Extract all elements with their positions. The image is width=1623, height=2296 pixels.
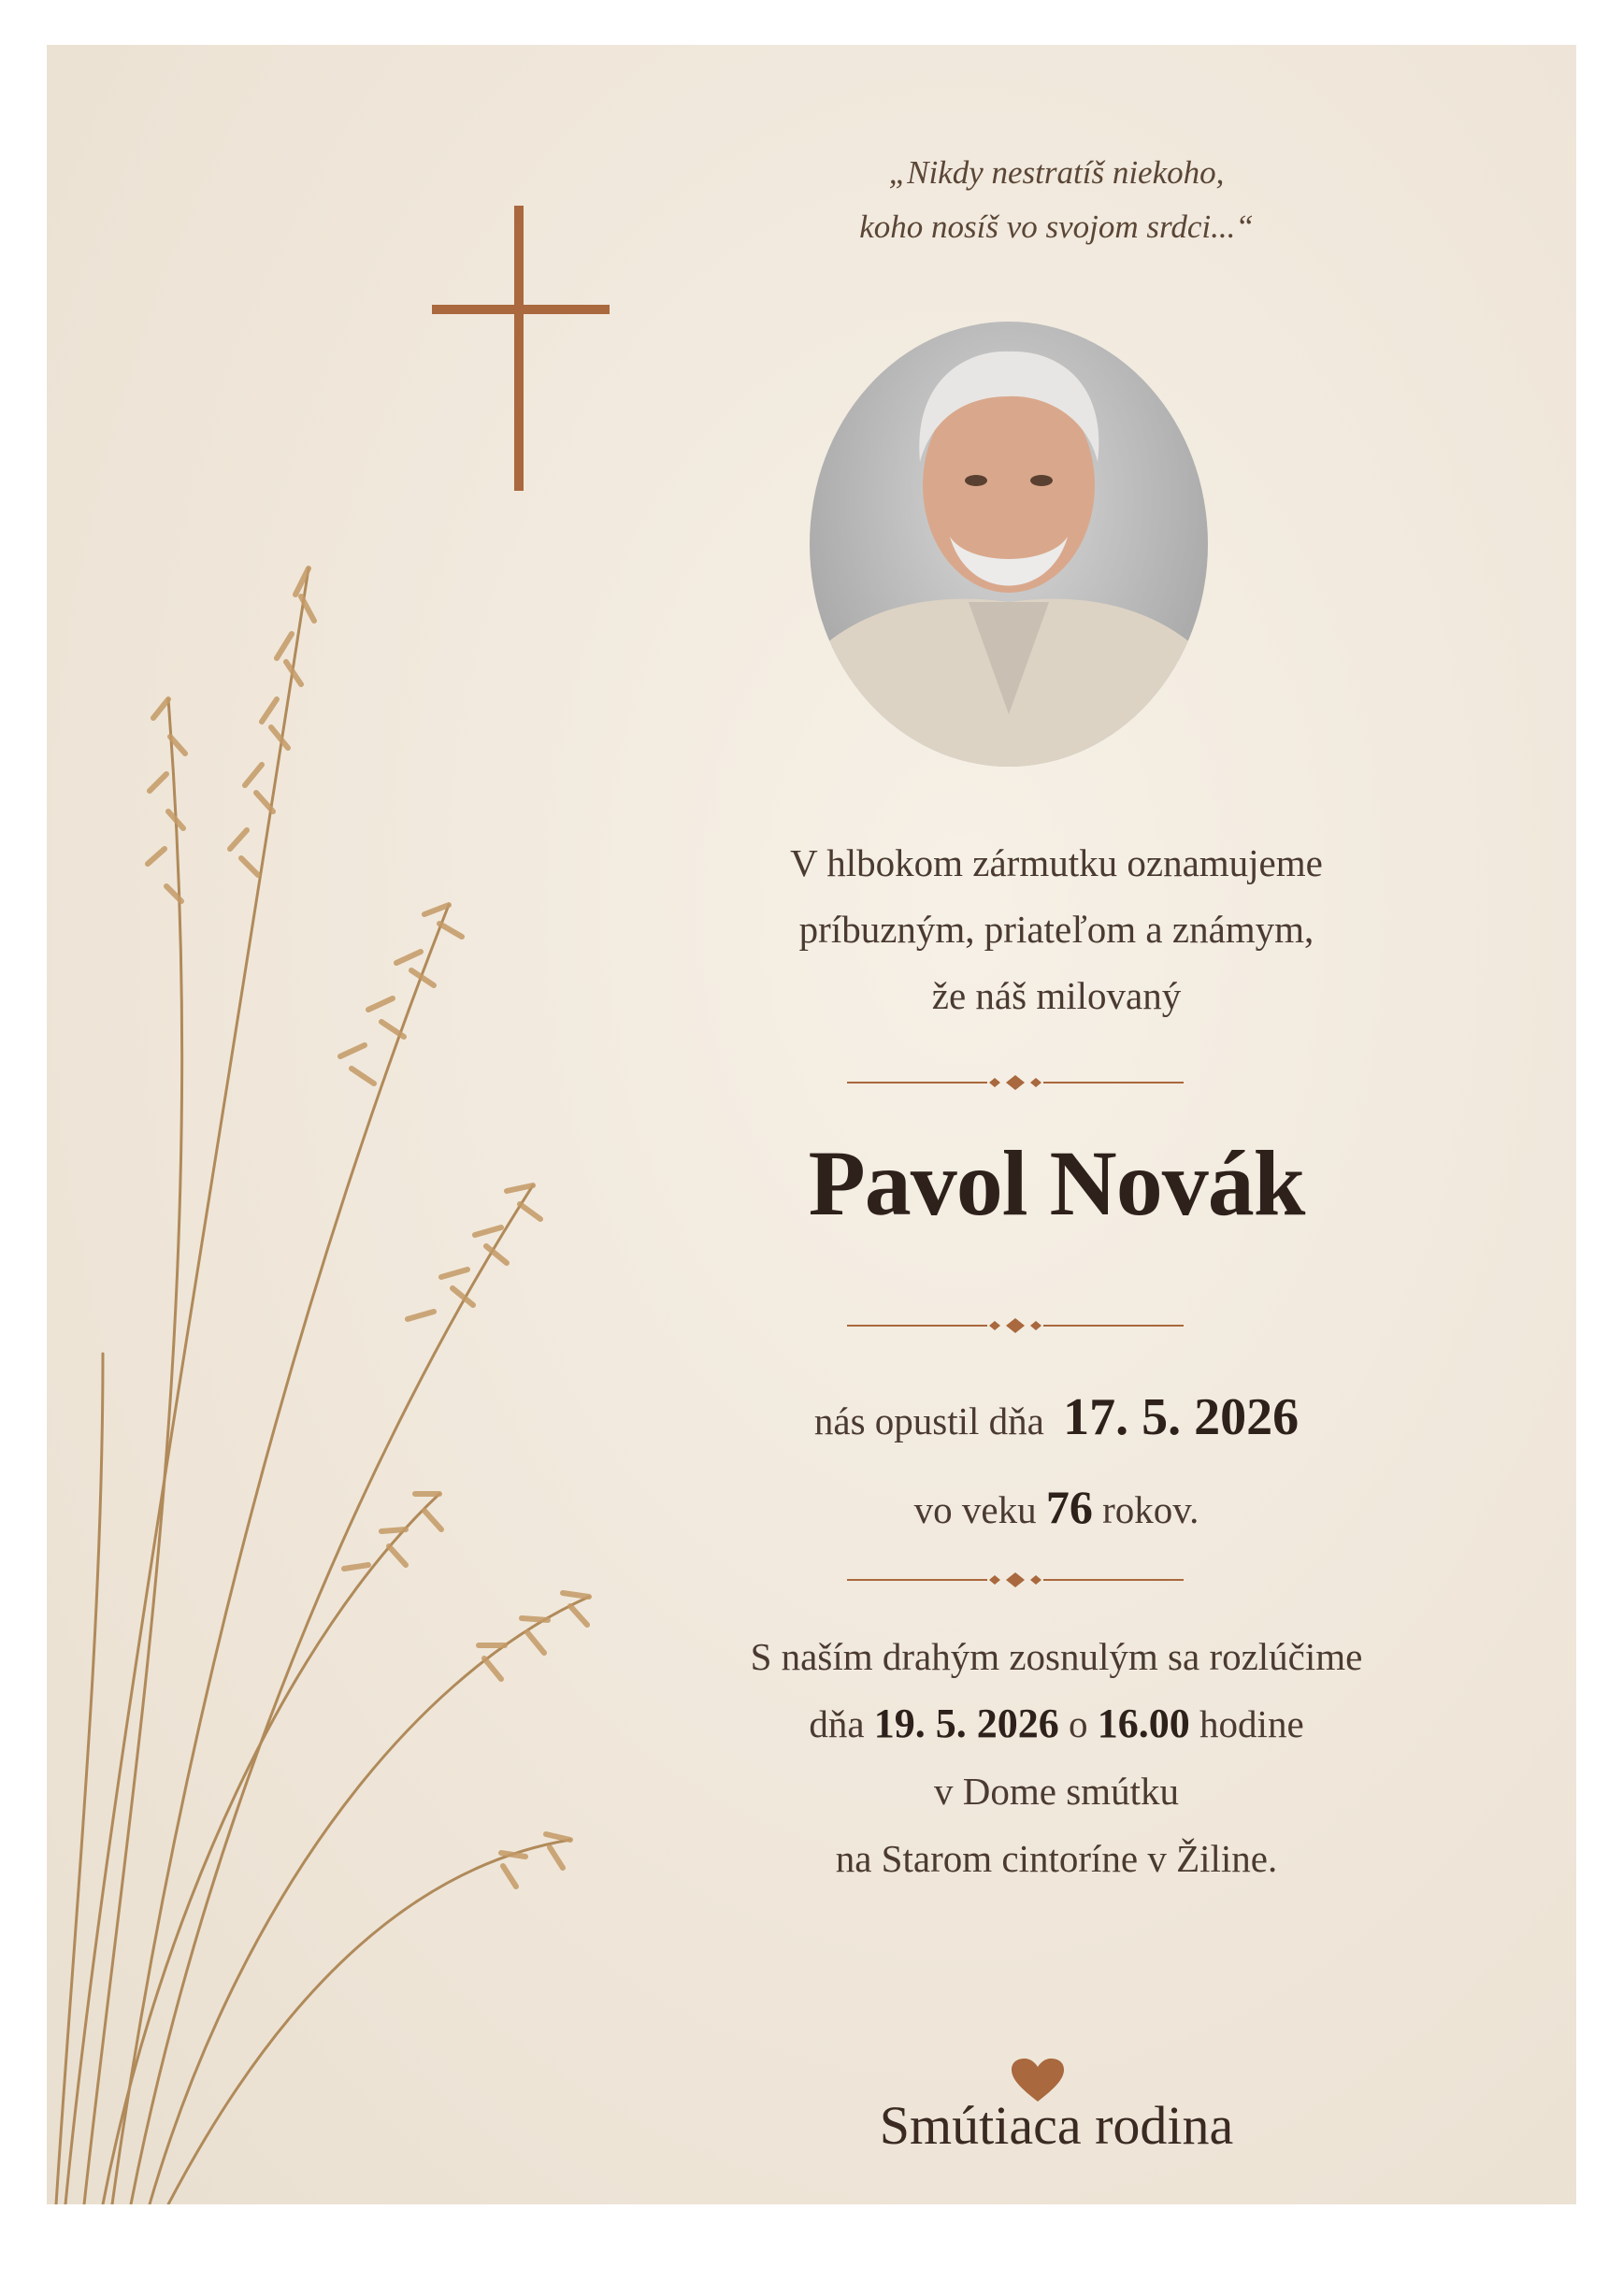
farewell-line-1: S naším drahým zosnulým sa rozlúčime [750, 1635, 1363, 1678]
farewell-line-3: v Dome smútku [934, 1770, 1179, 1813]
ornament-divider [847, 1071, 1184, 1094]
quote-line-1: „Nikdy nestratíš niekoho, [888, 154, 1225, 191]
age-suffix: rokov. [1102, 1488, 1199, 1531]
announcement [608, 830, 1505, 1029]
death-prefix: nás opustil dňa [813, 1399, 1044, 1442]
portrait-photo [810, 322, 1208, 767]
death-details [608, 1374, 1505, 1553]
farewell-day-prefix: dňa [809, 1702, 865, 1745]
farewell-details [608, 1623, 1505, 1892]
farewell-time: 16.00 [1097, 1700, 1190, 1746]
farewell-date: 19. 5. 2026 [873, 1700, 1059, 1746]
deceased-name: Pavol Novák [808, 1131, 1305, 1235]
announcement-line-1: V hlbokom zármutku oznamujeme [790, 841, 1323, 884]
age-line [608, 1464, 1505, 1553]
ornament-divider [847, 1569, 1184, 1591]
grass-decoration [47, 512, 626, 2204]
announcement-line-2: príbuzným, priateľom a známym, [798, 908, 1314, 951]
ornament-divider [847, 1314, 1184, 1337]
quote [608, 146, 1505, 254]
cross-icon [432, 206, 610, 491]
death-date: 17. 5. 2026 [1063, 1388, 1300, 1446]
farewell-line-4: na Starom cintoríne v Žiline. [835, 1837, 1278, 1880]
death-date-line [608, 1374, 1505, 1464]
farewell-at: o [1069, 1702, 1088, 1745]
obituary-card [47, 45, 1576, 2204]
announcement-line-3: že náš milovaný [931, 974, 1182, 1017]
quote-line-2: koho nosíš vo svojom srdci...“ [859, 208, 1254, 245]
farewell-line-2 [608, 1690, 1505, 1758]
farewell-hour-suffix: hodine [1199, 1702, 1304, 1745]
signature: Smútiaca rodina [879, 2095, 1234, 2156]
age-prefix: vo veku [913, 1488, 1037, 1531]
age-value: 76 [1045, 1481, 1093, 1533]
